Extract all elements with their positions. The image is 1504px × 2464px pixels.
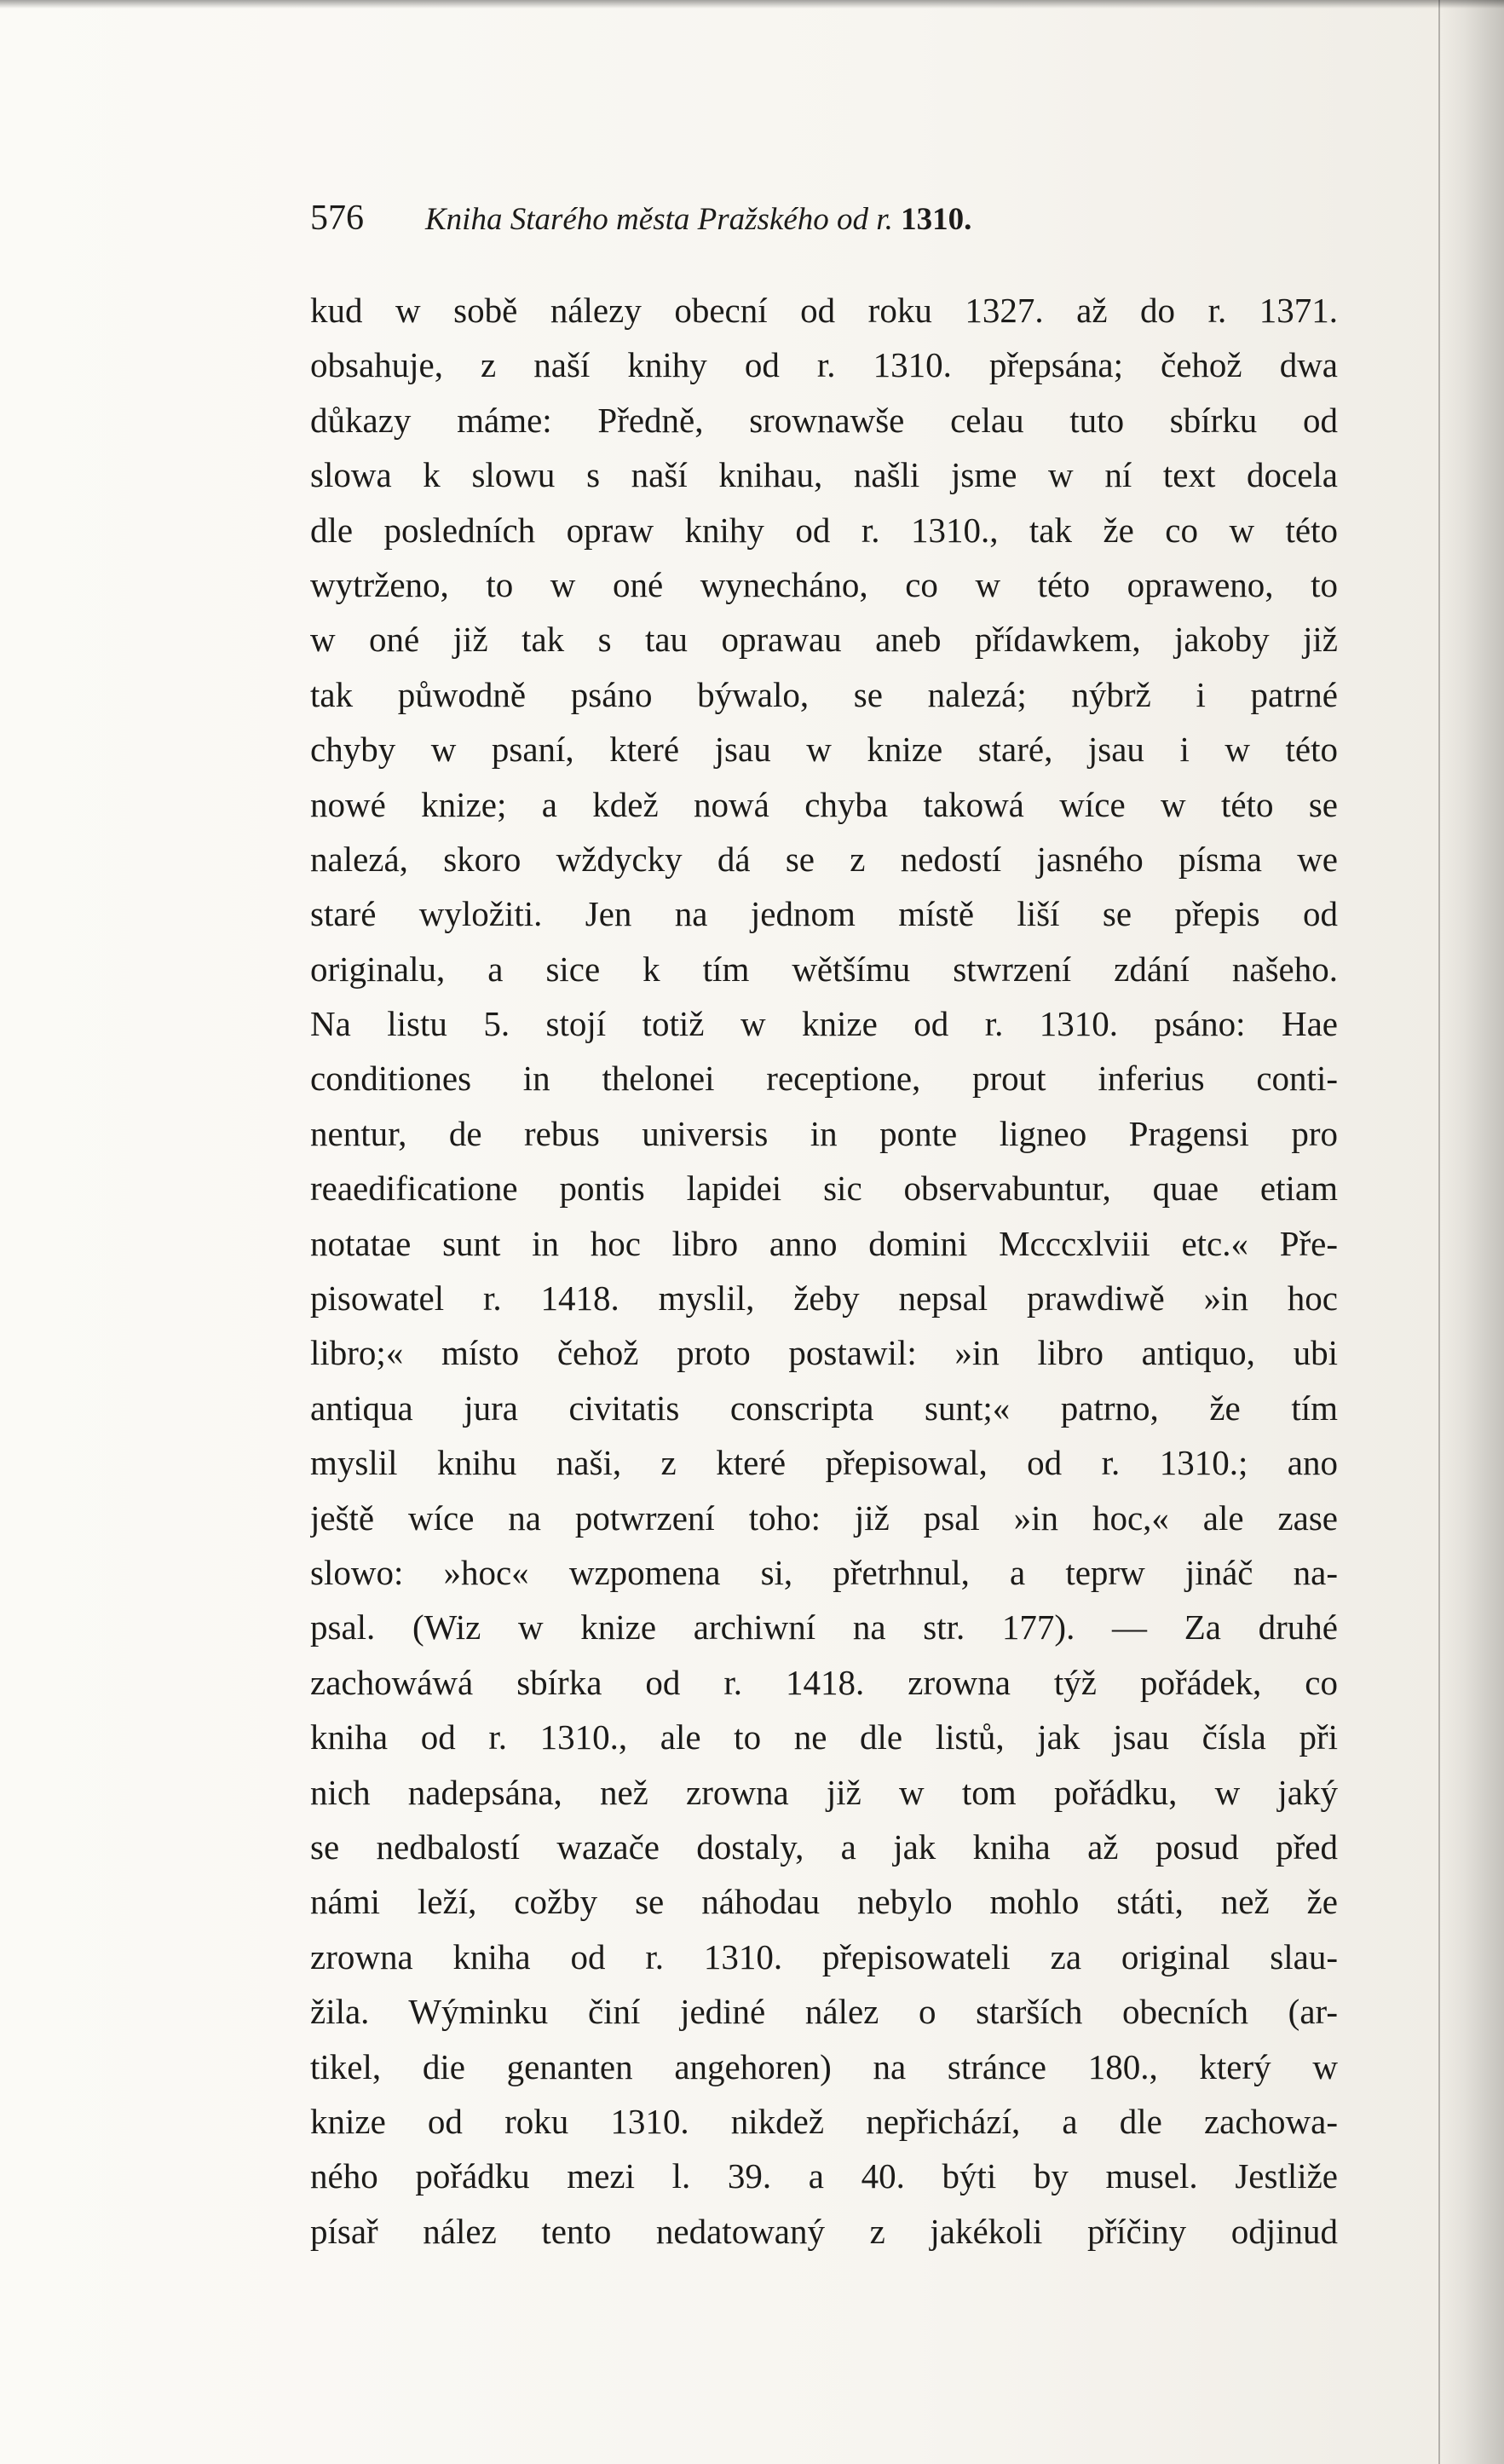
- text-line: wytrženo, to w oné wynecháno, co w této oprawenо, to: [310, 564, 1338, 604]
- text-line: w oné již tak s tau oprawau aneb přídawkem, jakoby již: [310, 620, 1338, 660]
- text-line: ještě wíce na potwrzení toho: již psal »in hoc,« ale zase: [310, 1497, 1338, 1538]
- text-line: myslil knihu naši, z které přepisowal, od r. 1310.; ano: [310, 1443, 1338, 1483]
- text-line: nich nadepsána, než zrowna již w tom pořádku, w jaký: [310, 1772, 1338, 1812]
- text-line: ného pořádku mezi l. 39. a 40. býti by musel. Jestliže: [310, 2156, 1338, 2196]
- text-line: knize od roku 1310. nikdež nepřichází, a dle zachowa-: [310, 2101, 1338, 2141]
- text-line: staré wyložiti. Jen na jednom místě liší se přepis od: [310, 894, 1338, 934]
- text-line: conditiones in thelonei receptione, prout inferius conti-: [310, 1059, 1338, 1099]
- text-line: slowo: »hoc« wzpomena si, přetrhnul, a teprw jináč na-: [310, 1552, 1338, 1592]
- text-line: obsahuje, z naší knihy od r. 1310. přepsána; čehož dwa: [310, 345, 1338, 385]
- text-line: tak půwodně psáno býwalo, se nalezá; nýbrž i patrné: [310, 674, 1338, 714]
- page-number: 576: [310, 199, 364, 238]
- text-line: antiqua jura civitatis conscripta sunt;« patrno, že tím: [310, 1388, 1338, 1428]
- page-edge-line: [1438, 0, 1440, 2464]
- text-line: originalu, a sice k tím wětšímu stwrzení zdání našeho.: [310, 949, 1338, 989]
- text-line: zachowáwá sbírka od r. 1418. zrowna týž pořádek, co: [310, 1662, 1338, 1702]
- text-line: se nedbalostí wazače dostaly, a jak kniha až posud před: [310, 1826, 1338, 1867]
- text-line: tikel, die genanten angehoren) na stránce 180., který w: [310, 2046, 1338, 2086]
- scan-top-border: [0, 0, 1504, 9]
- text-line: libro;« místo čehož proto postawil: »in libro antiquo, ubi: [310, 1333, 1338, 1373]
- text-line: notatae sunt in hoc libro anno domini Mcccxlviii etc.« Pře-: [310, 1223, 1338, 1263]
- text-line: písař nález tento nedatowaný z jakékoli příčiny odjinud: [310, 2211, 1338, 2251]
- text-line: psal. (Wiz w knize archiwní na str. 177). — Za druhé: [310, 1607, 1338, 1647]
- text-line: nentur, de rebus universis in ponte ligneo Pragensi pro: [310, 1113, 1338, 1153]
- text-line: důkazy máme: Předně, srownawše celau tuto sbírku od: [310, 400, 1338, 440]
- text-line: žila. Wýminku činí jediné nález o starších obecních (ar-: [310, 1992, 1338, 2032]
- text-line: kniha od r. 1310., ale to ne dle listů, jak jsau čísla při: [310, 1717, 1338, 1757]
- text-line: dle posledních opraw knihy od r. 1310., tak že co w této: [310, 510, 1338, 550]
- body-text: [310, 283, 1338, 2259]
- page-edge-shadow: [1438, 0, 1504, 2464]
- text-line: chyby w psaní, které jsau w knize staré, jsau i w této: [310, 730, 1338, 770]
- text-line: zrowna kniha od r. 1310. přepisowateli za original slau-: [310, 1936, 1338, 1976]
- running-title-text: Kniha Starého města Pražského od r.: [425, 202, 893, 237]
- text-line: námi leží, cožby se náhodau nebylo mohlo státi, než že: [310, 1882, 1338, 1922]
- text-line: slowa k slowu s naší knihau, našli jsme w ní text docela: [310, 455, 1338, 495]
- text-line: kud w sobě nálezy obecní od roku 1327. až do r. 1371.: [310, 291, 1338, 330]
- text-line: pisowatel r. 1418. myslil, žeby nepsal prawdiwě »in hoc: [310, 1278, 1338, 1319]
- running-title-year: 1310.: [901, 202, 972, 237]
- running-title: [425, 201, 971, 238]
- text-line: nowé knize; a kdež nowá chyba takowá wíce w této se: [310, 784, 1338, 824]
- page-header: [310, 198, 1333, 242]
- text-line: reaedificatione pontis lapidei sic observabuntur, quae etiam: [310, 1169, 1338, 1209]
- text-line: Na listu 5. stojí totiž w knize od r. 1310. psáno: Hae: [310, 1004, 1338, 1044]
- text-line: nalezá, skoro wždycky dá se z nedostí jasného písma we: [310, 839, 1338, 879]
